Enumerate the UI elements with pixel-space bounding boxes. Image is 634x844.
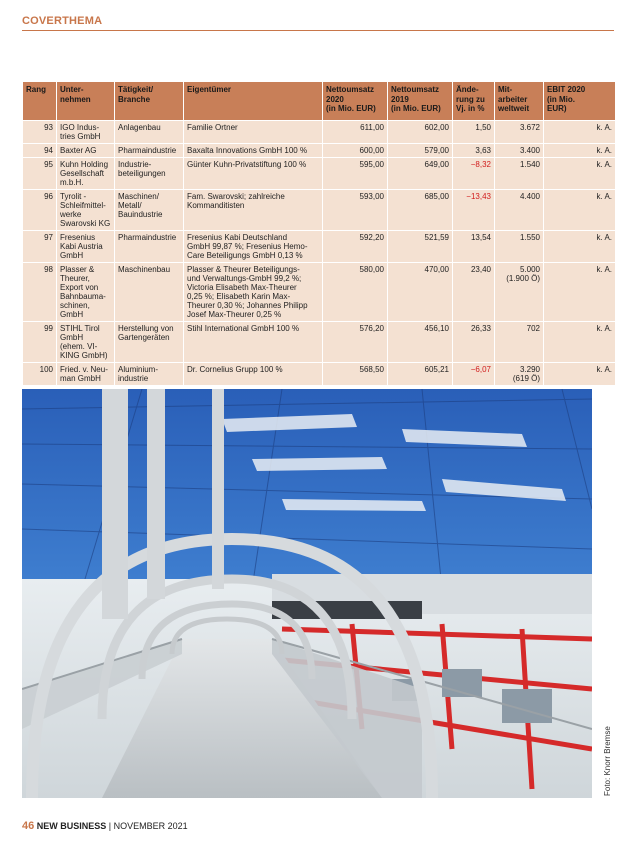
cell-revenue-2020: 568,50 xyxy=(323,363,387,385)
cell-employees: 3.290 (619 Ö) xyxy=(495,363,543,385)
cell-ebit: k. A. xyxy=(544,144,615,157)
cell-company: IGO Indus- tries GmbH xyxy=(57,121,114,143)
table-row xyxy=(23,231,615,262)
cell-revenue-2019: 605,21 xyxy=(388,363,452,385)
cell-owner: Fresenius Kabi Deutschland GmbH 99,87 %; Fresenius Hemo- Care Beteiligungs GmbH 0,13 % xyxy=(184,231,322,262)
cell-industry: Anlagenbau xyxy=(115,121,183,143)
page-footer xyxy=(22,820,188,832)
cell-employees: 5.000 (1.900 Ö) xyxy=(495,263,543,321)
cell-rank: 98 xyxy=(23,263,56,321)
table-header-row xyxy=(23,82,615,120)
cell-industry: Pharmaindustrie xyxy=(115,231,183,262)
cell-industry: Maschinen/ Metall/ Bauindustrie xyxy=(115,190,183,230)
col-header-ebit: EBIT 2020 (in Mio. EUR) xyxy=(544,82,615,120)
cell-change: −8,32 xyxy=(453,158,494,189)
col-header-employees: Mit- arbeiter weltweit xyxy=(495,82,543,120)
table-row xyxy=(23,121,615,143)
cell-change: 23,40 xyxy=(453,263,494,321)
cell-revenue-2020: 593,00 xyxy=(323,190,387,230)
cell-ebit: k. A. xyxy=(544,322,615,362)
cell-employees: 3.672 xyxy=(495,121,543,143)
cell-company: Fresenius Kabi Austria GmbH xyxy=(57,231,114,262)
cell-rank: 100 xyxy=(23,363,56,385)
section-divider xyxy=(22,30,614,31)
cell-change: 26,33 xyxy=(453,322,494,362)
cell-ebit: k. A. xyxy=(544,231,615,262)
table-body xyxy=(23,121,615,385)
cell-employees: 702 xyxy=(495,322,543,362)
cell-industry: Herstellung von Gartengeräten xyxy=(115,322,183,362)
cell-company: Baxter AG xyxy=(57,144,114,157)
cell-revenue-2020: 576,20 xyxy=(323,322,387,362)
cell-company: Plasser & Theurer, Export von Bahnbauma- schinen, GmbH xyxy=(57,263,114,321)
cell-company: Kuhn Holding Gesellschaft m.b.H. xyxy=(57,158,114,189)
cell-revenue-2019: 685,00 xyxy=(388,190,452,230)
cell-revenue-2019: 456,10 xyxy=(388,322,452,362)
cell-company: Tyrolit - Schleifmittel- werke Swarovski KG xyxy=(57,190,114,230)
cell-revenue-2020: 580,00 xyxy=(323,263,387,321)
cell-company: Fried. v. Neu- man GmbH xyxy=(57,363,114,385)
cell-change: 3,63 xyxy=(453,144,494,157)
cell-revenue-2019: 470,00 xyxy=(388,263,452,321)
cell-employees: 4.400 xyxy=(495,190,543,230)
cell-owner: Dr. Cornelius Grupp 100 % xyxy=(184,363,322,385)
cell-ebit: k. A. xyxy=(544,158,615,189)
col-header-industry: Tätigkeit/ Branche xyxy=(115,82,183,120)
cell-rank: 96 xyxy=(23,190,56,230)
table-row xyxy=(23,144,615,157)
cell-rank: 94 xyxy=(23,144,56,157)
cell-owner: Plasser & Theurer Beteiligungs- und Verwaltungs-GmbH 99,2 %; Victoria Elisabeth Max-Theurer 0,25 %; Elisabeth Karin Max- Theurer 0,30 %; Johannes Philipp Josef Max-Theurer 0,25 % xyxy=(184,263,322,321)
col-header-rank: Rang xyxy=(23,82,56,120)
col-header-owner: Eigentümer xyxy=(184,82,322,120)
cell-owner: Familie Ortner xyxy=(184,121,322,143)
col-header-company: Unter- nehmen xyxy=(57,82,114,120)
table-row xyxy=(23,158,615,189)
cell-revenue-2020: 595,00 xyxy=(323,158,387,189)
cell-rank: 95 xyxy=(23,158,56,189)
table-row xyxy=(23,190,615,230)
cell-revenue-2020: 600,00 xyxy=(323,144,387,157)
magazine-brand: NEW BUSINESS xyxy=(36,821,107,831)
col-header-revenue-2020: Nettoumsatz 2020 (in Mio. EUR) xyxy=(323,82,387,120)
cell-industry: Pharmaindustrie xyxy=(115,144,183,157)
cell-rank: 93 xyxy=(23,121,56,143)
cell-revenue-2020: 592,20 xyxy=(323,231,387,262)
col-header-change: Ände- rung zu Vj. in % xyxy=(453,82,494,120)
cell-owner: Fam. Swarovski; zahlreiche Kommanditisten xyxy=(184,190,322,230)
cell-owner: Stihl International GmbH 100 % xyxy=(184,322,322,362)
cell-company: STIHL Tirol GmbH (ehem. VI- KING GmbH) xyxy=(57,322,114,362)
cell-revenue-2019: 649,00 xyxy=(388,158,452,189)
table-row xyxy=(23,363,615,385)
cell-revenue-2019: 579,00 xyxy=(388,144,452,157)
issue-date: NOVEMBER 2021 xyxy=(113,821,188,831)
table-row xyxy=(23,263,615,321)
section-title: COVERTHEMA xyxy=(22,15,103,27)
cell-owner: Günter Kuhn-Privatstiftung 100 % xyxy=(184,158,322,189)
cell-revenue-2020: 611,00 xyxy=(323,121,387,143)
cell-ebit: k. A. xyxy=(544,190,615,230)
cell-rank: 99 xyxy=(23,322,56,362)
cell-employees: 1.540 xyxy=(495,158,543,189)
cell-employees: 1.550 xyxy=(495,231,543,262)
cell-revenue-2019: 521,59 xyxy=(388,231,452,262)
cell-change: 13,54 xyxy=(453,231,494,262)
page-number: 46 xyxy=(22,820,35,832)
cell-industry: Maschinenbau xyxy=(115,263,183,321)
cell-change: −13,43 xyxy=(453,190,494,230)
cell-change: 1,50 xyxy=(453,121,494,143)
footer-separator: | xyxy=(108,821,112,831)
cell-rank: 97 xyxy=(23,231,56,262)
col-header-revenue-2019: Nettoumsatz 2019 (in Mio. EUR) xyxy=(388,82,452,120)
cell-owner: Baxalta Innovations GmbH 100 % xyxy=(184,144,322,157)
cell-ebit: k. A. xyxy=(544,363,615,385)
cell-industry: Industrie- beteiligungen xyxy=(115,158,183,189)
ranking-table xyxy=(22,81,616,386)
cell-industry: Aluminium- industrie xyxy=(115,363,183,385)
cell-ebit: k. A. xyxy=(544,121,615,143)
table-row xyxy=(23,322,615,362)
cell-ebit: k. A. xyxy=(544,263,615,321)
factory-hall-photo xyxy=(22,389,592,798)
photo-credit: Foto: Knorr Bremse xyxy=(603,726,612,796)
cell-employees: 3.400 xyxy=(495,144,543,157)
cell-revenue-2019: 602,00 xyxy=(388,121,452,143)
cell-change: −6,07 xyxy=(453,363,494,385)
